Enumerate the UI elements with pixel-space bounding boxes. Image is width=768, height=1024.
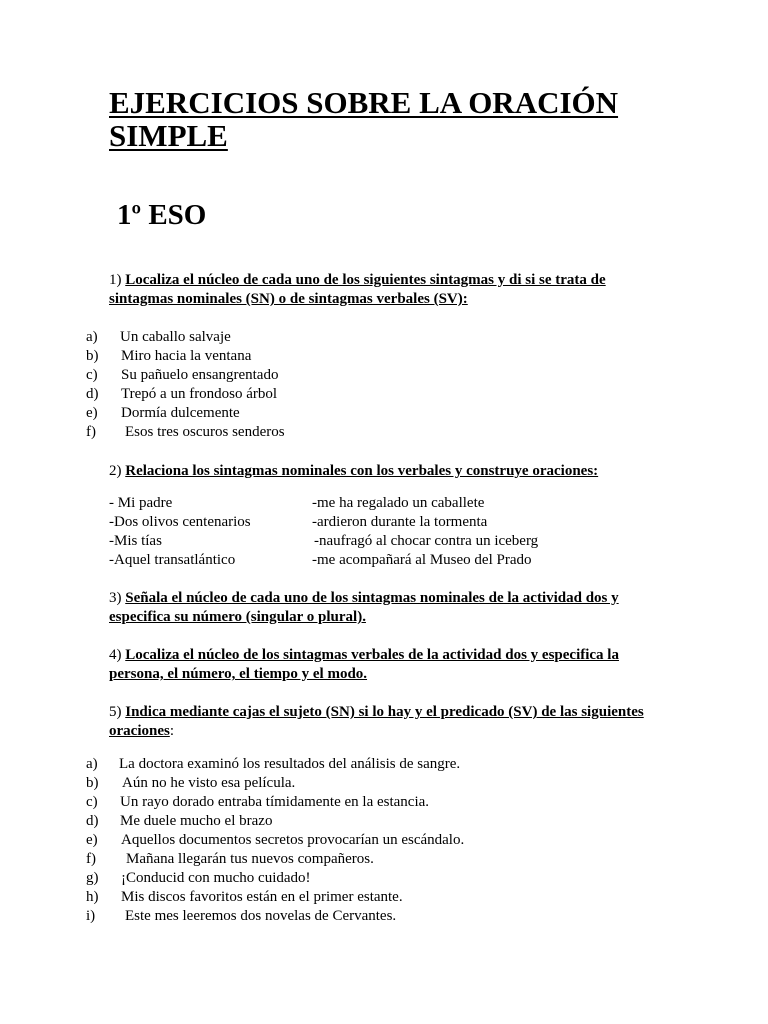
pair-left: -Aquel transatlántico [109,552,236,568]
list-item [86,831,686,850]
item-text: Mañana llegarán tus nuevos compañeros. [126,851,374,867]
list-item [86,404,686,423]
question-4-number: 4) [109,647,126,663]
item-text: Este mes leeremos dos novelas de Cervantes. [125,908,397,924]
pair-right: -me ha regalado un caballete [312,495,485,511]
list-item [86,888,686,907]
question-5-text: Indica mediante cajas el sujeto (SN) si lo hay y el predicado (SV) de las siguientes oraciones [109,704,644,739]
pair-right: -naufragó al chocar contra un iceberg [314,533,539,549]
matching-pairs [109,494,669,570]
item-text: Un caballo salvaje [120,329,231,345]
question-5-list [86,755,686,926]
item-marker: h) [86,889,99,905]
item-marker: e) [86,405,98,421]
question-1 [109,271,669,309]
pair-left: -Mis tías [109,533,162,549]
pair-left: - Mi padre [109,495,173,511]
list-item [86,774,686,793]
question-3-text: Señala el núcleo de cada uno de los sintagmas nominales de la actividad dos y especifica su número (singular o plural). [109,590,619,625]
item-marker: d) [86,813,99,829]
question-3 [109,589,669,627]
question-5-tail: : [169,723,174,739]
item-text: Aún no he visto esa película. [122,775,296,791]
item-text: ¡Conducid con mucho cuidado! [121,870,311,886]
course-level: 1º ESO [117,199,207,231]
pair-right: -ardieron durante la tormenta [312,514,488,530]
list-item [86,755,686,774]
item-text: Esos tres oscuros senderos [125,424,285,440]
question-1-list [86,328,686,442]
item-text: La doctora examinó los resultados del análisis de sangre. [119,756,461,772]
pair-row [109,494,669,513]
page-title-text: EJERCICIOS SOBRE LA ORACIÓN SIMPLE [109,85,619,153]
item-marker: f) [86,851,96,867]
item-text: Aquellos documentos secretos provocarían un escándalo. [121,832,465,848]
question-4-text: Localiza el núcleo de los sintagmas verbales de la actividad dos y especifica la persona, el número, el tiempo y el modo. [109,647,619,682]
question-2-text: Relaciona los sintagmas nominales con los verbales y construye oraciones: [125,463,599,479]
item-text: Miro hacia la ventana [121,348,252,364]
question-1-number: 1) [109,272,126,288]
question-5-number: 5) [109,704,126,720]
list-item [86,869,686,888]
list-item [86,850,686,869]
item-marker: a) [86,756,98,772]
page-title [109,86,669,152]
item-marker: f) [86,424,96,440]
question-2-number: 2) [109,463,126,479]
question-1-text: Localiza el núcleo de cada uno de los siguientes sintagmas y di si se trata de sintagmas nominales (SN) o de sintagmas verbales (SV): [109,272,606,307]
item-text: Un rayo dorado entraba tímidamente en la estancia. [120,794,430,810]
item-marker: i) [86,908,96,924]
item-marker: c) [86,367,98,383]
pair-left: -Dos olivos centenarios [109,514,251,530]
item-text: Trepó a un frondoso árbol [121,386,278,402]
pair-row [109,532,669,551]
pair-row [109,513,669,532]
item-marker: b) [86,348,99,364]
question-4 [109,646,669,684]
item-marker: g) [86,870,99,886]
item-text: Mis discos favoritos están en el primer estante. [121,889,403,905]
question-2 [109,462,669,481]
list-item [86,793,686,812]
list-item [86,812,686,831]
item-text: Me duele mucho el brazo [120,813,273,829]
list-item [86,347,686,366]
pair-right: -me acompañará al Museo del Prado [312,552,532,568]
list-item [86,423,686,442]
item-marker: d) [86,386,99,402]
pair-row [109,551,669,570]
list-item [86,366,686,385]
item-marker: a) [86,329,98,345]
item-marker: e) [86,832,98,848]
item-marker: c) [86,794,98,810]
question-3-number: 3) [109,590,126,606]
item-marker: b) [86,775,99,791]
item-text: Dormía dulcemente [121,405,240,421]
question-5 [109,703,669,741]
list-item [86,907,686,926]
item-text: Su pañuelo ensangrentado [121,367,279,383]
list-item [86,328,686,347]
list-item [86,385,686,404]
